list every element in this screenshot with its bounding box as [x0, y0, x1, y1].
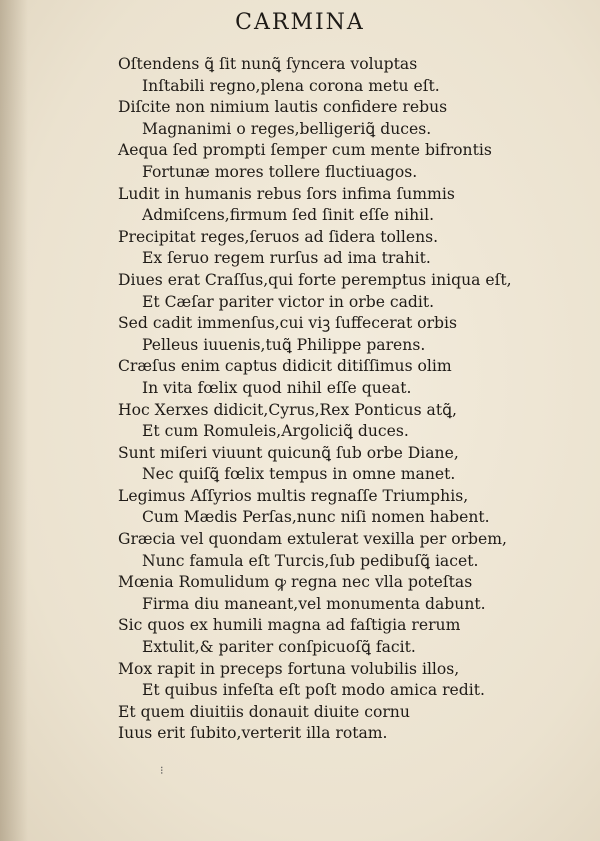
- poem-line: Et quem diuitiis donauit diuite cornu: [118, 702, 410, 721]
- poem-line: Pelleus iuuenis,tuꝗ̃ Philippe parens.: [142, 335, 426, 354]
- poem-line: Inſtabili regno,plena corona metu eſt.: [142, 76, 440, 95]
- poem-line: Et cum Romuleis,Argoliciꝗ̃ duces.: [142, 422, 409, 441]
- page-header: CARMINA: [235, 10, 365, 35]
- poem-line: Nec quiſꝗ̃ fœlix tempus in omne manet.: [142, 465, 456, 484]
- poem-line: Mox rapit in preceps fortuna volubilis illos,: [118, 659, 460, 678]
- poem-line: Cræſus enim captus didicit ditiſſimus olim: [118, 357, 452, 376]
- poem-text: [118, 54, 558, 745]
- poem-line: Magnanimi o reges,belligeriꝗ̃ duces.: [142, 119, 432, 138]
- poem-line: In vita fœlix quod nihil eſſe queat.: [142, 378, 412, 397]
- poem-line: Aequa ſed prompti ſemper cum mente bifrontis: [118, 141, 492, 160]
- poem-line: Extulit,& pariter conſpicuoſꝗ̃ facit.: [142, 638, 416, 657]
- poem-line: Admiſcens,firmum ſed ſinit eſſe nihil.: [142, 206, 435, 225]
- poem-line: Firma diu maneant,vel monumenta dabunt.: [142, 594, 486, 613]
- poem-line: Precipitat reges,ſeruos ad ſidera tollens.: [118, 227, 439, 246]
- poem-line: Iuus erit ſubito,verterit illa rotam.: [118, 724, 388, 743]
- poem-line: Mœnia Romulidum ꝙ regna nec vlla poteſtas: [118, 573, 473, 592]
- poem-line: Hoc Xerxes didicit,Cyrus,Rex Ponticus atꝗ̃,: [118, 400, 457, 419]
- poem-line: Græcia vel quondam extulerat vexilla per orbem,: [118, 530, 507, 549]
- poem-line: Ludit in humanis rebus ſors infima ſummis: [118, 184, 455, 203]
- poem-line: Et Cæſar pariter victor in orbe cadit.: [142, 292, 435, 311]
- poem-line: Sed cadit immenſus,cui viꝫ ſuffecerat orbis: [118, 314, 457, 333]
- binding-shadow: [0, 0, 28, 841]
- poem-line: Et quibus infeſta eſt poſt modo amica redit.: [142, 681, 485, 700]
- poem-line: Sunt miſeri viuunt quicunꝗ̃ ſub orbe Diane,: [118, 443, 459, 462]
- ornament-mark: ⁝: [160, 764, 164, 777]
- poem-line: Nunc famula eſt Turcis,ſub pedibuſꝗ̃ iacet.: [142, 551, 479, 570]
- poem-line: Ex ſeruo regem rurſus ad ima trahit.: [142, 249, 431, 268]
- poem-line: Diues erat Craſſus,qui forte peremptus iniqua eſt,: [118, 270, 512, 289]
- poem-line: Fortunæ mores tollere fluctiuagos.: [142, 162, 418, 181]
- poem-line: Diſcite non nimium lautis confidere rebus: [118, 98, 448, 117]
- poem-line: Sic quos ex humili magna ad faſtigia rerum: [118, 616, 461, 635]
- poem-line: Oſtendens ꝗ̃ ſit nunꝗ̃ ſyncera voluptas: [118, 55, 418, 73]
- poem-line: Legimus Aſſyrios multis regnaſſe Triumphis,: [118, 486, 469, 505]
- poem-line: Cum Mædis Perſas,nunc niſi nomen habent.: [142, 508, 490, 527]
